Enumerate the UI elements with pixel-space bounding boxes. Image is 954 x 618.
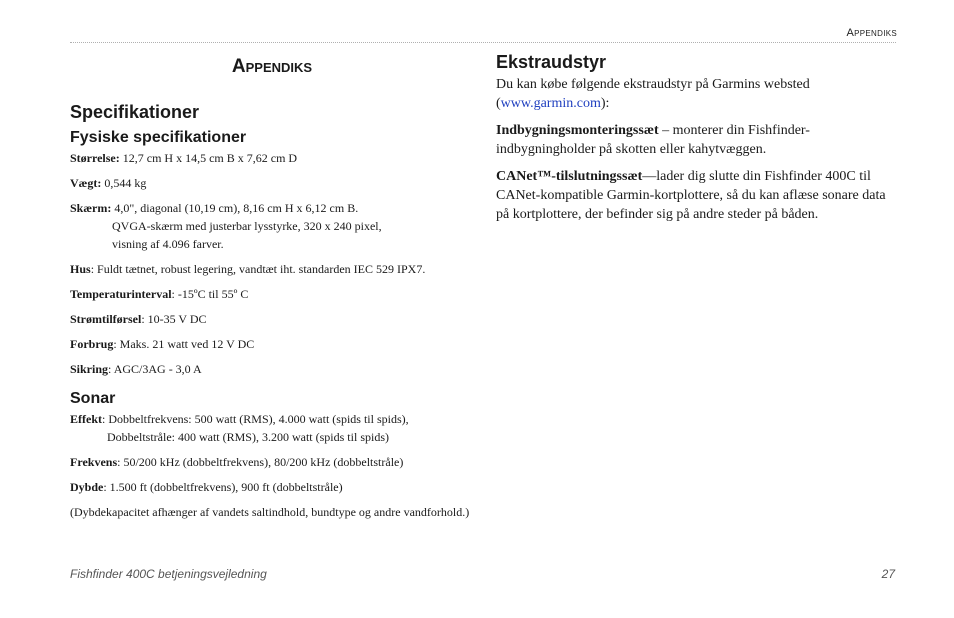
- footer-page-number: 27: [881, 567, 895, 581]
- footer-manual-title: Fishfinder 400C betjeningsvejledning: [70, 567, 267, 581]
- spec-size-value: 12,7 cm H x 14,5 cm B x 7,62 cm D: [119, 151, 298, 165]
- accessories-intro-text: Du kan købe følgende ekstraudstyr på Garmins websted: [496, 77, 810, 92]
- specifications-heading: Specifikationer: [70, 102, 200, 122]
- accessory-canet-text: —lader dig slutte din Fishfinder 400C til CANet-kompatible Garmin-kortplottere, så du kan aflæse sonare data på kortplottere, der befinder sig på andre steder på båden.: [496, 169, 886, 222]
- spec-frequency-value: : 50/200 kHz (dobbeltfrekvens), 80/200 kHz (dobbeltstråle): [117, 455, 404, 469]
- spec-screen-line2: QVGA-skærm med justerbar lysstyrke, 320 x 240 pixel,: [112, 219, 382, 233]
- spec-fuse: [70, 360, 470, 378]
- spec-weight-value: 0,544 kg: [101, 176, 147, 190]
- spec-usage-label: Forbrug: [70, 337, 114, 351]
- spec-frequency-label: Frekvens: [70, 455, 118, 469]
- depth-note: (Dybdekapacitet afhænger af vandets saltindhold, bundtype og andre vandforhold.): [70, 505, 470, 519]
- right-column: [496, 52, 896, 232]
- left-column: [70, 56, 470, 521]
- spec-depth-label: Dybde: [70, 480, 104, 494]
- accessory-canet-kit: [496, 167, 896, 224]
- accessory-mount-label: Indbygningsmonteringssæt: [496, 123, 659, 138]
- spec-fuse-value: : AGC/3AG - 3,0 A: [108, 362, 202, 376]
- spec-screen: [70, 199, 470, 253]
- spec-depth: [70, 478, 470, 496]
- spec-frequency: [70, 453, 470, 471]
- sonar-heading: Sonar: [70, 390, 116, 407]
- spec-effect-label: Effekt: [70, 412, 102, 426]
- spec-case: [70, 260, 470, 278]
- spec-fuse-label: Sikring: [70, 362, 109, 376]
- appendix-title: Appendiks: [231, 56, 313, 77]
- spec-screen-label: Skærm:: [70, 201, 112, 215]
- spec-temperature: [70, 285, 470, 303]
- spec-depth-value: : 1.500 ft (dobbeltfrekvens), 900 ft (dobbeltstråle): [103, 480, 343, 494]
- garmin-website-link[interactable]: www.garmin.com: [500, 96, 601, 111]
- header-divider: [70, 42, 896, 43]
- spec-effect: [70, 410, 470, 446]
- spec-usage: [70, 335, 470, 353]
- spec-weight: [70, 174, 470, 192]
- spec-temperature-label: Temperaturinterval: [70, 287, 172, 301]
- spec-screen-line3: visning af 4.096 farver.: [112, 237, 224, 251]
- spec-power-label: Strømtilførsel: [70, 312, 142, 326]
- spec-effect-line1: : Dobbeltfrekvens: 500 watt (RMS), 4.000 watt (spids til spids),: [102, 412, 409, 426]
- spec-power: [70, 310, 470, 328]
- running-head: Appendiks: [846, 27, 897, 39]
- spec-effect-line2: Dobbeltstråle: 400 watt (RMS), 3.200 watt (spids til spids): [107, 430, 389, 444]
- spec-screen-line1: 4,0", diagonal (10,19 cm), 8,16 cm H x 6,12 cm B.: [111, 201, 359, 215]
- accessories-intro: [496, 75, 896, 113]
- link-open-paren: (: [496, 96, 501, 111]
- spec-case-label: Hus: [70, 262, 91, 276]
- accessories-heading: Ekstraudstyr: [496, 52, 607, 72]
- physical-specs-heading: Fysiske specifikationer: [70, 129, 247, 146]
- link-close-paren: ):: [600, 96, 610, 111]
- accessory-canet-label: CANet™-tilslutningssæt: [496, 169, 643, 184]
- accessory-mount-text: – monterer din Fishfinder-indbygningholder på skotten eller kahytvæggen.: [496, 123, 810, 157]
- spec-case-value: : Fuldt tætnet, robust legering, vandtæt iht. standarden IEC 529 IPX7.: [90, 262, 426, 276]
- spec-temperature-value: : -15ºC til 55º C: [171, 287, 249, 301]
- spec-usage-value: : Maks. 21 watt ved 12 V DC: [113, 337, 255, 351]
- accessory-mount-kit: [496, 121, 896, 159]
- spec-size-label: Størrelse:: [70, 151, 120, 165]
- spec-size: [70, 149, 470, 167]
- spec-weight-label: Vægt:: [70, 176, 102, 190]
- spec-power-value: : 10-35 V DC: [141, 312, 207, 326]
